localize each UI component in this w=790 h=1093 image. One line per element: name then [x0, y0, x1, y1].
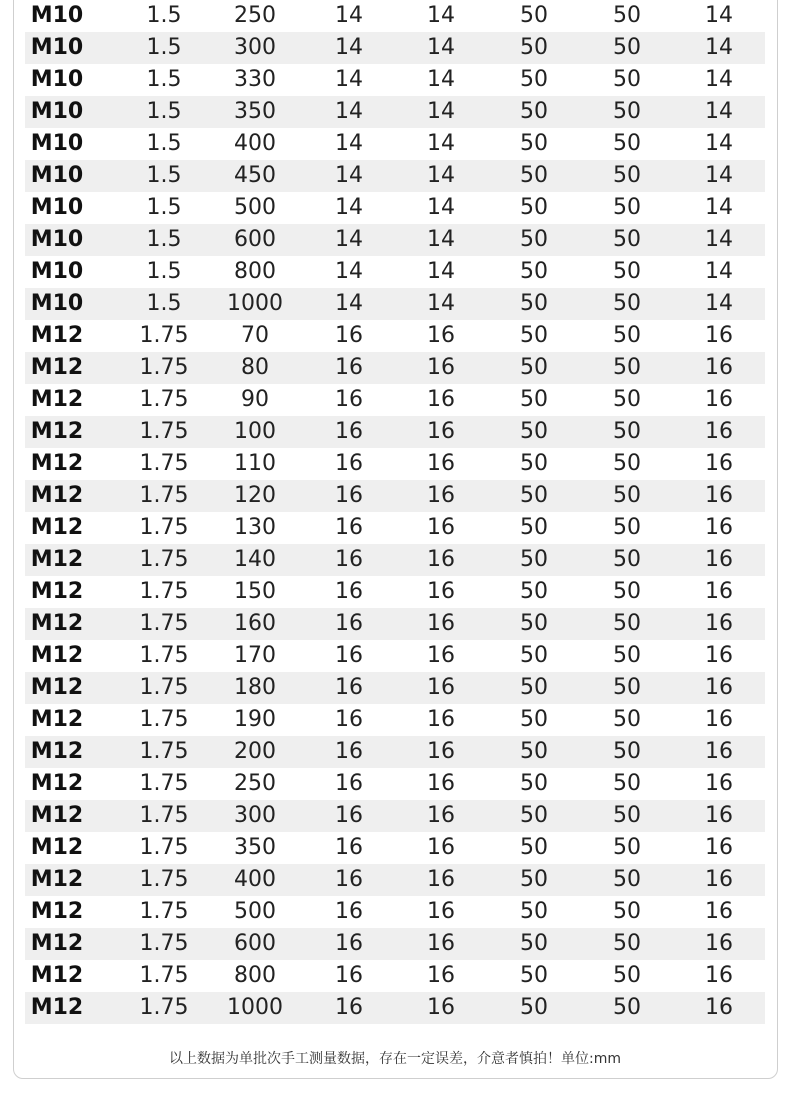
- table-cell: 50: [613, 131, 641, 156]
- table-cell: 50: [520, 291, 548, 316]
- table-cell: 50: [520, 867, 548, 892]
- table-cell: 350: [234, 99, 276, 124]
- table-row: [25, 320, 765, 352]
- table-cell: 16: [427, 803, 455, 828]
- table-row: [25, 640, 765, 672]
- table-cell: 50: [613, 99, 641, 124]
- table-cell: M12: [30, 323, 84, 348]
- table-cell: M10: [30, 35, 84, 60]
- table-cell: 16: [705, 995, 733, 1020]
- table-cell: 16: [335, 931, 363, 956]
- table-cell: 16: [335, 867, 363, 892]
- table-cell: 50: [520, 387, 548, 412]
- table-cell: 16: [705, 387, 733, 412]
- table-cell: 50: [520, 803, 548, 828]
- table-cell: 50: [613, 515, 641, 540]
- table-cell: M10: [30, 291, 84, 316]
- table-cell: 16: [427, 547, 455, 572]
- table-cell: 16: [705, 867, 733, 892]
- table-cell: 16: [705, 643, 733, 668]
- table-cell: 500: [234, 899, 276, 924]
- table-cell: 1.75: [139, 611, 189, 636]
- table-cell: 1.5: [146, 35, 182, 60]
- table-cell: M12: [30, 835, 84, 860]
- table-cell: 16: [705, 611, 733, 636]
- table-cell: 16: [705, 547, 733, 572]
- table-cell: 16: [705, 419, 733, 444]
- table-cell: 16: [335, 579, 363, 604]
- table-cell: 16: [427, 323, 455, 348]
- table-row: [25, 800, 765, 832]
- table-cell: 14: [705, 291, 733, 316]
- table-cell: 300: [234, 35, 276, 60]
- table-cell: 130: [234, 515, 276, 540]
- table-cell: 1.5: [146, 3, 182, 28]
- table-cell: 50: [520, 483, 548, 508]
- table-cell: 140: [234, 547, 276, 572]
- table-cell: 16: [427, 355, 455, 380]
- table-cell: 14: [427, 259, 455, 284]
- table-cell: 50: [520, 67, 548, 92]
- table-cell: 1.75: [139, 515, 189, 540]
- table-row: [25, 896, 765, 928]
- table-cell: 80: [241, 355, 269, 380]
- table-cell: 16: [335, 387, 363, 412]
- table-cell: 1.75: [139, 899, 189, 924]
- table-cell: 14: [335, 99, 363, 124]
- table-row: [25, 128, 765, 160]
- table-cell: 1.5: [146, 99, 182, 124]
- table-cell: 14: [427, 163, 455, 188]
- table-cell: 16: [427, 611, 455, 636]
- table-cell: 14: [335, 227, 363, 252]
- table-cell: 50: [613, 547, 641, 572]
- table-cell: 1.75: [139, 547, 189, 572]
- table-cell: M10: [30, 3, 84, 28]
- table-cell: 16: [427, 995, 455, 1020]
- table-row: [25, 288, 765, 320]
- footer-note: 以上数据为单批次手工测量数据，存在一定误差，介意者慎拍！单位:mm: [169, 1051, 621, 1067]
- table-row: [25, 704, 765, 736]
- table-cell: 16: [705, 707, 733, 732]
- table-cell: 1.5: [146, 195, 182, 220]
- table-cell: 14: [427, 227, 455, 252]
- table-cell: 14: [705, 131, 733, 156]
- table-row: [25, 160, 765, 192]
- table-cell: 50: [613, 675, 641, 700]
- table-cell: M12: [30, 771, 84, 796]
- table-cell: 50: [613, 867, 641, 892]
- table-cell: 16: [427, 451, 455, 476]
- table-cell: 14: [335, 67, 363, 92]
- table-cell: M12: [30, 899, 84, 924]
- table-cell: M10: [30, 67, 84, 92]
- table-row: [25, 992, 765, 1024]
- table-cell: 16: [427, 579, 455, 604]
- table-cell: 50: [613, 259, 641, 284]
- table-row: [25, 736, 765, 768]
- table-cell: 14: [705, 99, 733, 124]
- table-cell: 400: [234, 867, 276, 892]
- table-cell: 50: [613, 771, 641, 796]
- table-cell: 16: [427, 931, 455, 956]
- table-cell: 16: [335, 707, 363, 732]
- table-cell: 330: [234, 67, 276, 92]
- table-cell: 16: [427, 739, 455, 764]
- table-cell: 1.75: [139, 355, 189, 380]
- table-cell: M12: [30, 547, 84, 572]
- table-cell: 1000: [227, 291, 283, 316]
- table-cell: 500: [234, 195, 276, 220]
- table-cell: M12: [30, 803, 84, 828]
- table-cell: 14: [335, 259, 363, 284]
- table-cell: 50: [520, 99, 548, 124]
- table-cell: 50: [520, 227, 548, 252]
- table-cell: M12: [30, 739, 84, 764]
- table-cell: 1.75: [139, 995, 189, 1020]
- table-cell: 16: [335, 483, 363, 508]
- table-cell: 50: [613, 419, 641, 444]
- table-row: [25, 416, 765, 448]
- table-cell: 50: [613, 707, 641, 732]
- table-cell: 16: [335, 451, 363, 476]
- table-row: [25, 768, 765, 800]
- table-cell: 50: [520, 995, 548, 1020]
- table-cell: 50: [520, 259, 548, 284]
- table-cell: M12: [30, 419, 84, 444]
- table-cell: 1.5: [146, 67, 182, 92]
- table-cell: 16: [427, 707, 455, 732]
- table-cell: 50: [613, 67, 641, 92]
- table-cell: 16: [335, 675, 363, 700]
- table-cell: 14: [427, 3, 455, 28]
- table-cell: M12: [30, 611, 84, 636]
- table-cell: 800: [234, 259, 276, 284]
- table-cell: 16: [427, 643, 455, 668]
- table-cell: 16: [335, 739, 363, 764]
- table-cell: M10: [30, 195, 84, 220]
- table-cell: 16: [705, 835, 733, 860]
- table-cell: M12: [30, 387, 84, 412]
- table-cell: M12: [30, 707, 84, 732]
- table-cell: 400: [234, 131, 276, 156]
- table-cell: 50: [520, 323, 548, 348]
- table-cell: 50: [520, 355, 548, 380]
- table-cell: 14: [705, 259, 733, 284]
- table-cell: 16: [705, 803, 733, 828]
- table-cell: 50: [613, 931, 641, 956]
- table-cell: 16: [427, 419, 455, 444]
- table-cell: 16: [335, 835, 363, 860]
- table-cell: 1.75: [139, 483, 189, 508]
- table-cell: 1.75: [139, 579, 189, 604]
- table-cell: 16: [705, 515, 733, 540]
- table-cell: 70: [241, 323, 269, 348]
- table-cell: 160: [234, 611, 276, 636]
- table-cell: M10: [30, 99, 84, 124]
- table-cell: 16: [427, 963, 455, 988]
- table-cell: 16: [705, 899, 733, 924]
- table-cell: 1.5: [146, 131, 182, 156]
- table-cell: 50: [613, 611, 641, 636]
- table-cell: 16: [427, 771, 455, 796]
- table-cell: 1.75: [139, 707, 189, 732]
- table-cell: M10: [30, 259, 84, 284]
- table-row: [25, 864, 765, 896]
- table-cell: 50: [613, 483, 641, 508]
- table-cell: 1000: [227, 995, 283, 1020]
- table-cell: 16: [335, 643, 363, 668]
- table-cell: 1.75: [139, 835, 189, 860]
- table-cell: 50: [613, 963, 641, 988]
- table-cell: 16: [335, 611, 363, 636]
- table-cell: 14: [335, 195, 363, 220]
- table-cell: 14: [427, 35, 455, 60]
- table-cell: M10: [30, 227, 84, 252]
- table-cell: 14: [705, 3, 733, 28]
- table-cell: 50: [613, 227, 641, 252]
- table-cell: 16: [335, 803, 363, 828]
- table-cell: 50: [520, 3, 548, 28]
- table-cell: 450: [234, 163, 276, 188]
- table-cell: 1.75: [139, 451, 189, 476]
- table-row: [25, 512, 765, 544]
- table-cell: 50: [520, 771, 548, 796]
- table-cell: 14: [705, 67, 733, 92]
- table-cell: M10: [30, 163, 84, 188]
- table-cell: M12: [30, 483, 84, 508]
- table-cell: 50: [613, 387, 641, 412]
- table-row: [25, 352, 765, 384]
- table-cell: 250: [234, 771, 276, 796]
- table-cell: 16: [427, 899, 455, 924]
- table-cell: 50: [613, 195, 641, 220]
- table-row: [25, 576, 765, 608]
- table-cell: 150: [234, 579, 276, 604]
- table-cell: 16: [705, 451, 733, 476]
- table-cell: 1.75: [139, 931, 189, 956]
- table-cell: 14: [427, 291, 455, 316]
- table-cell: 1.5: [146, 259, 182, 284]
- table-cell: 600: [234, 227, 276, 252]
- table-row: [25, 224, 765, 256]
- table-cell: 16: [427, 675, 455, 700]
- table-cell: 16: [705, 675, 733, 700]
- table-cell: 50: [520, 675, 548, 700]
- table-cell: 14: [427, 195, 455, 220]
- table-cell: 16: [335, 323, 363, 348]
- table-cell: 16: [705, 323, 733, 348]
- table-cell: 50: [613, 291, 641, 316]
- table-row: [25, 192, 765, 224]
- table-cell: 16: [705, 771, 733, 796]
- table-cell: 1.75: [139, 323, 189, 348]
- table-cell: 16: [335, 547, 363, 572]
- table-cell: 50: [613, 35, 641, 60]
- table-cell: 190: [234, 707, 276, 732]
- table-cell: 50: [520, 579, 548, 604]
- table-cell: 170: [234, 643, 276, 668]
- table-cell: 14: [705, 163, 733, 188]
- table-cell: 120: [234, 483, 276, 508]
- table-cell: 50: [520, 835, 548, 860]
- table-cell: 16: [427, 483, 455, 508]
- table-cell: M12: [30, 995, 84, 1020]
- table-row: [25, 480, 765, 512]
- table-cell: 50: [520, 195, 548, 220]
- table-cell: 350: [234, 835, 276, 860]
- table-cell: 14: [335, 163, 363, 188]
- table-cell: M12: [30, 867, 84, 892]
- table-cell: M12: [30, 931, 84, 956]
- table-cell: 50: [520, 963, 548, 988]
- table-row: [25, 64, 765, 96]
- table-cell: 50: [520, 35, 548, 60]
- table-cell: 16: [335, 771, 363, 796]
- table-cell: 50: [613, 739, 641, 764]
- table-cell: M12: [30, 963, 84, 988]
- table-row: [25, 32, 765, 64]
- table-cell: 16: [705, 739, 733, 764]
- table-cell: 14: [335, 35, 363, 60]
- table-cell: 14: [705, 35, 733, 60]
- table-cell: 14: [335, 131, 363, 156]
- table-cell: 1.75: [139, 675, 189, 700]
- table-cell: M10: [30, 131, 84, 156]
- table-cell: 50: [613, 835, 641, 860]
- table-cell: 50: [520, 547, 548, 572]
- table-row: [25, 544, 765, 576]
- table-cell: M12: [30, 451, 84, 476]
- table-cell: 1.75: [139, 867, 189, 892]
- table-row: [25, 256, 765, 288]
- table-cell: 50: [520, 643, 548, 668]
- table-cell: 16: [335, 515, 363, 540]
- table-cell: 50: [613, 643, 641, 668]
- table-cell: 90: [241, 387, 269, 412]
- table-cell: 16: [705, 483, 733, 508]
- table-cell: 50: [520, 515, 548, 540]
- table-cell: 1.75: [139, 739, 189, 764]
- table-cell: 14: [427, 99, 455, 124]
- table-cell: 50: [520, 611, 548, 636]
- table-cell: 1.5: [146, 163, 182, 188]
- table-cell: 800: [234, 963, 276, 988]
- table-cell: 16: [427, 515, 455, 540]
- table-cell: 1.5: [146, 227, 182, 252]
- table-cell: 50: [613, 451, 641, 476]
- table-cell: 50: [613, 3, 641, 28]
- table-cell: 200: [234, 739, 276, 764]
- table-row: [25, 960, 765, 992]
- table-cell: M12: [30, 579, 84, 604]
- table-row: [25, 384, 765, 416]
- table-cell: 50: [520, 419, 548, 444]
- table-cell: 14: [427, 67, 455, 92]
- table-row: [25, 672, 765, 704]
- table-cell: M12: [30, 515, 84, 540]
- table-cell: 1.75: [139, 643, 189, 668]
- table-cell: 50: [520, 707, 548, 732]
- table-row: [25, 608, 765, 640]
- table-cell: 100: [234, 419, 276, 444]
- table-cell: 16: [705, 355, 733, 380]
- table-cell: 110: [234, 451, 276, 476]
- table-cell: 14: [705, 227, 733, 252]
- table-cell: 50: [613, 323, 641, 348]
- table-row: [25, 0, 765, 32]
- table-cell: 16: [705, 579, 733, 604]
- spec-table: [25, 0, 765, 1024]
- table-cell: 180: [234, 675, 276, 700]
- table-cell: 1.75: [139, 387, 189, 412]
- table-row: [25, 928, 765, 960]
- table-cell: 14: [335, 291, 363, 316]
- table-cell: 14: [427, 131, 455, 156]
- table-cell: 50: [613, 995, 641, 1020]
- table-cell: 50: [520, 451, 548, 476]
- table-cell: 16: [335, 899, 363, 924]
- table-cell: 50: [520, 163, 548, 188]
- table-row: [25, 448, 765, 480]
- table-row: [25, 832, 765, 864]
- table-cell: 16: [335, 355, 363, 380]
- table-cell: 16: [335, 963, 363, 988]
- table-cell: 1.75: [139, 963, 189, 988]
- table-row: [25, 96, 765, 128]
- table-cell: 300: [234, 803, 276, 828]
- table-cell: 14: [335, 3, 363, 28]
- table-cell: 250: [234, 3, 276, 28]
- table-cell: 1.75: [139, 771, 189, 796]
- table-cell: 16: [705, 963, 733, 988]
- table-cell: 1.75: [139, 419, 189, 444]
- table-cell: 16: [335, 419, 363, 444]
- table-cell: 16: [705, 931, 733, 956]
- table-cell: 1.5: [146, 291, 182, 316]
- table-cell: 16: [427, 867, 455, 892]
- table-cell: 50: [520, 131, 548, 156]
- table-cell: 50: [613, 579, 641, 604]
- table-cell: 50: [520, 931, 548, 956]
- table-cell: 50: [613, 899, 641, 924]
- table-cell: 50: [613, 355, 641, 380]
- table-cell: M12: [30, 675, 84, 700]
- table-cell: 16: [427, 387, 455, 412]
- table-cell: 16: [335, 995, 363, 1020]
- table-cell: 14: [705, 195, 733, 220]
- table-cell: 16: [427, 835, 455, 860]
- table-cell: 50: [520, 899, 548, 924]
- table-cell: 600: [234, 931, 276, 956]
- table-cell: M12: [30, 355, 84, 380]
- table-cell: 50: [613, 803, 641, 828]
- table-cell: 50: [613, 163, 641, 188]
- table-cell: M12: [30, 643, 84, 668]
- table-cell: 1.75: [139, 803, 189, 828]
- table-cell: 50: [520, 739, 548, 764]
